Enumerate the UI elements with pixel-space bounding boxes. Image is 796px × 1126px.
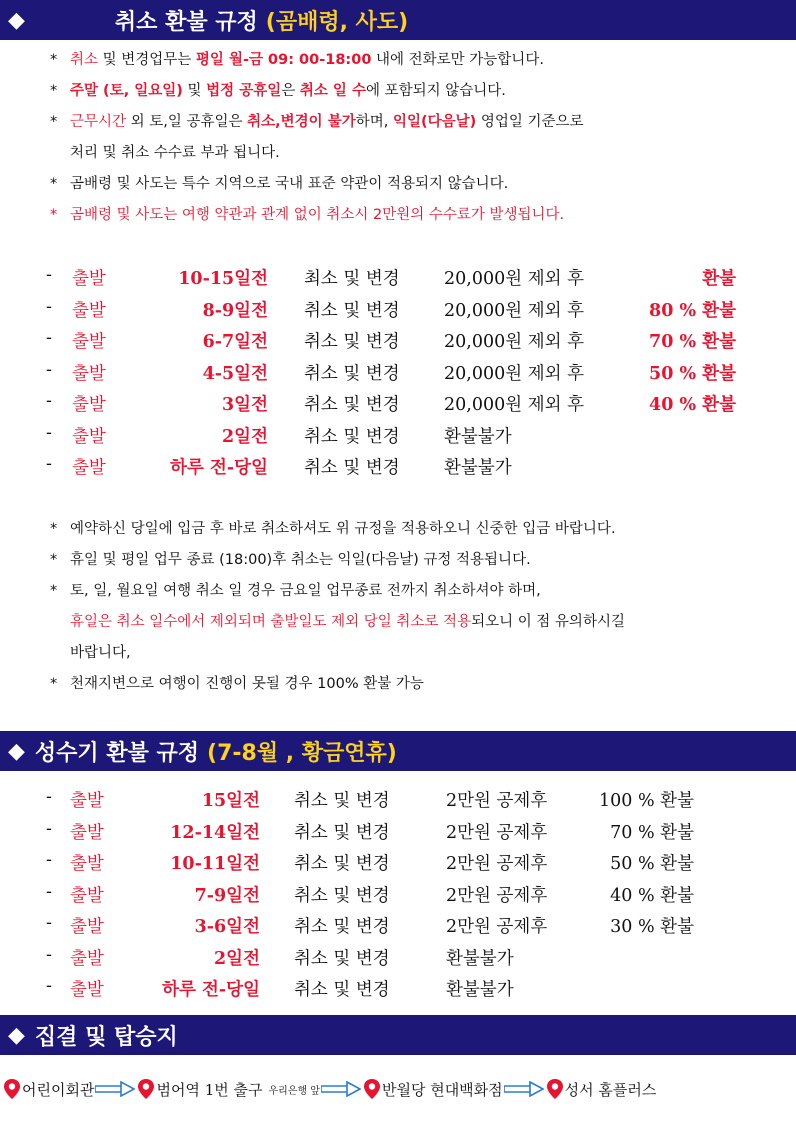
asterisk-bullet: * bbox=[50, 521, 58, 537]
note-text: 은 bbox=[281, 83, 300, 99]
note-line bbox=[48, 514, 625, 545]
note-text: 근무시간 bbox=[70, 114, 127, 130]
note-line bbox=[48, 138, 584, 169]
note-line bbox=[48, 669, 625, 700]
action-label: 취소 및 변경 bbox=[294, 980, 390, 1000]
note-text: 및 변경업무는 bbox=[98, 52, 196, 68]
schedule-row bbox=[46, 360, 786, 392]
schedule-row bbox=[46, 819, 746, 851]
section-subtitle: (7-8월 , 황금연휴) bbox=[207, 740, 397, 766]
action-label: 취소 및 변경 bbox=[304, 300, 400, 321]
departure-label: 출발 bbox=[70, 854, 104, 874]
departure-label: 출발 bbox=[70, 885, 104, 906]
action-label: 취소 및 변경 bbox=[294, 917, 390, 937]
row-dash: - bbox=[46, 359, 52, 380]
note-line bbox=[48, 76, 584, 107]
arrow-right-icon bbox=[504, 1081, 544, 1097]
note-line bbox=[48, 45, 584, 76]
stop-name: 반월당 현대백화점 bbox=[381, 1080, 503, 1099]
note-line bbox=[48, 576, 625, 607]
note-line bbox=[48, 169, 584, 200]
refund-percent: 70 % 환불 bbox=[649, 332, 736, 352]
action-label: 취소 및 변경 bbox=[304, 395, 400, 415]
fee-label: 2만원 공제후 bbox=[446, 885, 548, 906]
refund-percent: 50 % 환불 bbox=[610, 854, 694, 874]
days-before: 2일전 bbox=[222, 426, 268, 447]
action-label: 취소 및 변경 bbox=[294, 854, 390, 874]
note-text: 영업일 기준으로 bbox=[476, 114, 584, 130]
diamond-icon: ◆ bbox=[8, 738, 25, 764]
days-before: 하루 전-당일 bbox=[170, 458, 268, 478]
asterisk-bullet: * bbox=[50, 176, 58, 192]
departure-label: 출발 bbox=[72, 332, 106, 352]
schedule-row bbox=[46, 850, 746, 882]
asterisk-bullet: * bbox=[50, 114, 58, 130]
days-before: 10-11일전 bbox=[170, 854, 260, 874]
map-pin-icon bbox=[545, 1078, 565, 1100]
note-text: 예약하신 당일에 입금 후 바로 취소하셔도 위 규정을 적용하오니 신중한 입금 바랍니다. bbox=[70, 521, 616, 537]
cancel-schedule bbox=[46, 265, 786, 486]
note-text: 평일 월-금 09: 00-18:00 bbox=[195, 52, 372, 68]
map-pin-icon bbox=[362, 1078, 382, 1100]
asterisk-bullet: * bbox=[50, 52, 58, 68]
departure-label: 출발 bbox=[70, 791, 104, 811]
departure-label: 출발 bbox=[72, 426, 106, 447]
refund-percent: 환불 bbox=[702, 269, 736, 289]
schedule-row bbox=[46, 945, 746, 977]
action-label: 취소 및 변경 bbox=[304, 332, 400, 352]
action-label: 취소 및 변경 bbox=[304, 458, 400, 478]
note-text: 내에 전화로만 가능합니다. bbox=[371, 52, 544, 68]
section-subtitle: (곰배령, 사도) bbox=[265, 9, 409, 35]
departure-label: 출발 bbox=[70, 917, 104, 937]
days-before: 7-9일전 bbox=[194, 885, 260, 906]
fee-label: 2만원 공제후 bbox=[446, 791, 548, 811]
departure-label: 출발 bbox=[72, 458, 106, 478]
note-text: 법정 공휴일 bbox=[206, 83, 282, 99]
row-dash: - bbox=[46, 328, 52, 348]
note-text: 처리 및 취소 수수료 부과 됩니다. bbox=[70, 145, 280, 161]
peak-schedule bbox=[46, 787, 746, 1008]
action-label: 취소 및 변경 bbox=[294, 948, 390, 969]
fee-label: 환불불가 bbox=[444, 426, 512, 447]
note-text: 및 bbox=[182, 83, 207, 99]
note-text: 외 토,일 공휴일은 bbox=[126, 114, 248, 130]
departure-label: 출발 bbox=[70, 948, 104, 969]
refund-percent: 100 % 환불 bbox=[599, 791, 694, 811]
fee-label: 2만원 공제후 bbox=[446, 854, 548, 874]
note-text: 취소 일 수 bbox=[299, 83, 366, 99]
note-text: 취소 bbox=[70, 52, 99, 68]
stop-note: 우리은행 앞 bbox=[268, 1085, 320, 1097]
refund-percent: 30 % 환불 bbox=[610, 917, 694, 937]
note-text: 에 포함되지 않습니다. bbox=[365, 83, 506, 99]
days-before: 8-9일전 bbox=[202, 300, 268, 321]
refund-percent: 80 % 환불 bbox=[649, 300, 736, 321]
note-line bbox=[48, 607, 625, 638]
schedule-row bbox=[46, 787, 746, 819]
diamond-icon: ◆ bbox=[8, 1022, 25, 1048]
days-before: 2일전 bbox=[214, 948, 260, 969]
action-label: 취소 및 변경 bbox=[294, 791, 390, 811]
asterisk-bullet: * bbox=[50, 552, 58, 568]
cancel-notes-2 bbox=[48, 514, 625, 700]
refund-percent: 40 % 환불 bbox=[610, 885, 694, 906]
note-line bbox=[48, 107, 584, 138]
stop-name: 어린이회관 bbox=[22, 1080, 95, 1099]
note-text: 바랍니다, bbox=[70, 645, 131, 661]
note-text: 휴일 및 평일 업무 종료 (18:00)후 취소는 익일(다음날) 규정 적용됩니다. bbox=[70, 552, 531, 568]
row-dash: - bbox=[46, 391, 52, 411]
fee-label: 2만원 공제후 bbox=[446, 822, 548, 843]
note-line bbox=[48, 200, 584, 231]
days-before: 3-6일전 bbox=[194, 917, 260, 937]
row-dash: - bbox=[46, 944, 52, 965]
cancel-notes bbox=[48, 45, 584, 231]
asterisk-bullet: * bbox=[50, 207, 58, 223]
note-text: 익일(다음날) bbox=[392, 114, 477, 130]
fee-label: 환불불가 bbox=[444, 458, 512, 478]
action-label: 취소 및 변경 bbox=[304, 363, 400, 384]
asterisk-bullet: * bbox=[50, 676, 58, 692]
row-dash: - bbox=[46, 787, 52, 807]
section-banner-meeting bbox=[0, 1015, 796, 1055]
row-dash: - bbox=[46, 265, 52, 285]
departure-label: 출발 bbox=[72, 300, 106, 321]
section-banner-cancel bbox=[0, 0, 796, 40]
asterisk-bullet: * bbox=[50, 583, 58, 599]
note-line bbox=[48, 545, 625, 576]
section-title: 집결 및 탑승지 bbox=[34, 1024, 178, 1050]
row-dash: - bbox=[46, 818, 52, 839]
note-text: 곰배령 및 사도는 특수 지역으로 국내 표준 약관이 적용되지 않습니다. bbox=[70, 176, 509, 192]
departure-label: 출발 bbox=[72, 363, 106, 384]
map-pin-icon bbox=[2, 1078, 22, 1100]
stop-name: 범어역 1번 출구 bbox=[156, 1080, 263, 1099]
schedule-row bbox=[46, 423, 786, 455]
fee-label: 20,000원 제외 후 bbox=[444, 269, 584, 289]
note-text: 휴일은 취소 일수에서 제외되며 출발일도 제외 당일 취소로 적용 bbox=[70, 614, 472, 630]
days-before: 10-15일전 bbox=[178, 269, 268, 289]
section-title: 성수기 환불 규정 bbox=[34, 740, 200, 766]
days-before: 3일전 bbox=[222, 395, 268, 415]
schedule-row bbox=[46, 454, 786, 486]
days-before: 12-14일전 bbox=[170, 822, 260, 843]
schedule-row bbox=[46, 297, 786, 329]
arrow-right-icon bbox=[95, 1081, 135, 1097]
fee-label: 환불불가 bbox=[446, 948, 514, 969]
section-banner-peak bbox=[0, 731, 796, 771]
schedule-row bbox=[46, 328, 786, 360]
row-dash: - bbox=[46, 976, 52, 996]
departure-label: 출발 bbox=[70, 822, 104, 843]
row-dash: - bbox=[46, 422, 52, 443]
note-text: 토, 일, 월요일 여행 취소 일 경우 금요일 업무종료 전까지 취소하셔야 하며, bbox=[70, 583, 541, 599]
schedule-row bbox=[46, 882, 746, 914]
departure-label: 출발 bbox=[72, 269, 106, 289]
row-dash: - bbox=[46, 454, 52, 474]
refund-percent: 70 % 환불 bbox=[610, 822, 694, 843]
row-dash: - bbox=[46, 913, 52, 933]
row-dash: - bbox=[46, 881, 52, 902]
action-label: 취소 및 변경 bbox=[304, 426, 400, 447]
fee-label: 20,000원 제외 후 bbox=[444, 332, 584, 352]
stop-name: 성서 홈플러스 bbox=[564, 1080, 657, 1099]
note-text: 주말 (토, 일요일) bbox=[70, 83, 183, 99]
pickup-route bbox=[2, 1078, 656, 1100]
schedule-row bbox=[46, 265, 786, 297]
note-text: 하며, bbox=[355, 114, 393, 130]
note-text: 곰배령 및 사도는 여행 약관과 관계 없이 취소시 2만원의 수수료가 발생됩니다. bbox=[70, 207, 565, 223]
schedule-row bbox=[46, 913, 746, 945]
note-text: 취소,변경이 불가 bbox=[247, 114, 356, 130]
action-label: 취소 및 변경 bbox=[294, 885, 390, 906]
note-text: 되오니 이 점 유의하시길 bbox=[471, 614, 625, 630]
action-label: 최소 및 변경 bbox=[304, 269, 400, 289]
arrow-right-icon bbox=[321, 1081, 361, 1097]
note-text: 천재지변으로 여행이 진행이 못될 경우 100% 환불 가능 bbox=[70, 676, 424, 692]
days-before: 4-5일전 bbox=[202, 363, 268, 384]
departure-label: 출발 bbox=[72, 395, 106, 415]
row-dash: - bbox=[46, 850, 52, 870]
fee-label: 2만원 공제후 bbox=[446, 917, 548, 937]
refund-percent: 40 % 환불 bbox=[649, 395, 736, 415]
note-line bbox=[48, 638, 625, 669]
schedule-row bbox=[46, 391, 786, 423]
row-dash: - bbox=[46, 296, 52, 317]
fee-label: 20,000원 제외 후 bbox=[444, 300, 584, 321]
fee-label: 20,000원 제외 후 bbox=[444, 363, 584, 384]
section-title: 취소 환불 규정 bbox=[114, 9, 258, 35]
fee-label: 20,000원 제외 후 bbox=[444, 395, 584, 415]
departure-label: 출발 bbox=[70, 980, 104, 1000]
days-before: 15일전 bbox=[201, 791, 260, 811]
asterisk-bullet: * bbox=[50, 83, 58, 99]
schedule-row bbox=[46, 976, 746, 1008]
diamond-icon: ◆ bbox=[8, 7, 25, 33]
map-pin-icon bbox=[136, 1078, 156, 1100]
refund-percent: 50 % 환불 bbox=[649, 363, 736, 384]
action-label: 취소 및 변경 bbox=[294, 822, 390, 843]
days-before: 6-7일전 bbox=[202, 332, 268, 352]
days-before: 하루 전-당일 bbox=[162, 980, 260, 1000]
fee-label: 환불불가 bbox=[446, 980, 514, 1000]
